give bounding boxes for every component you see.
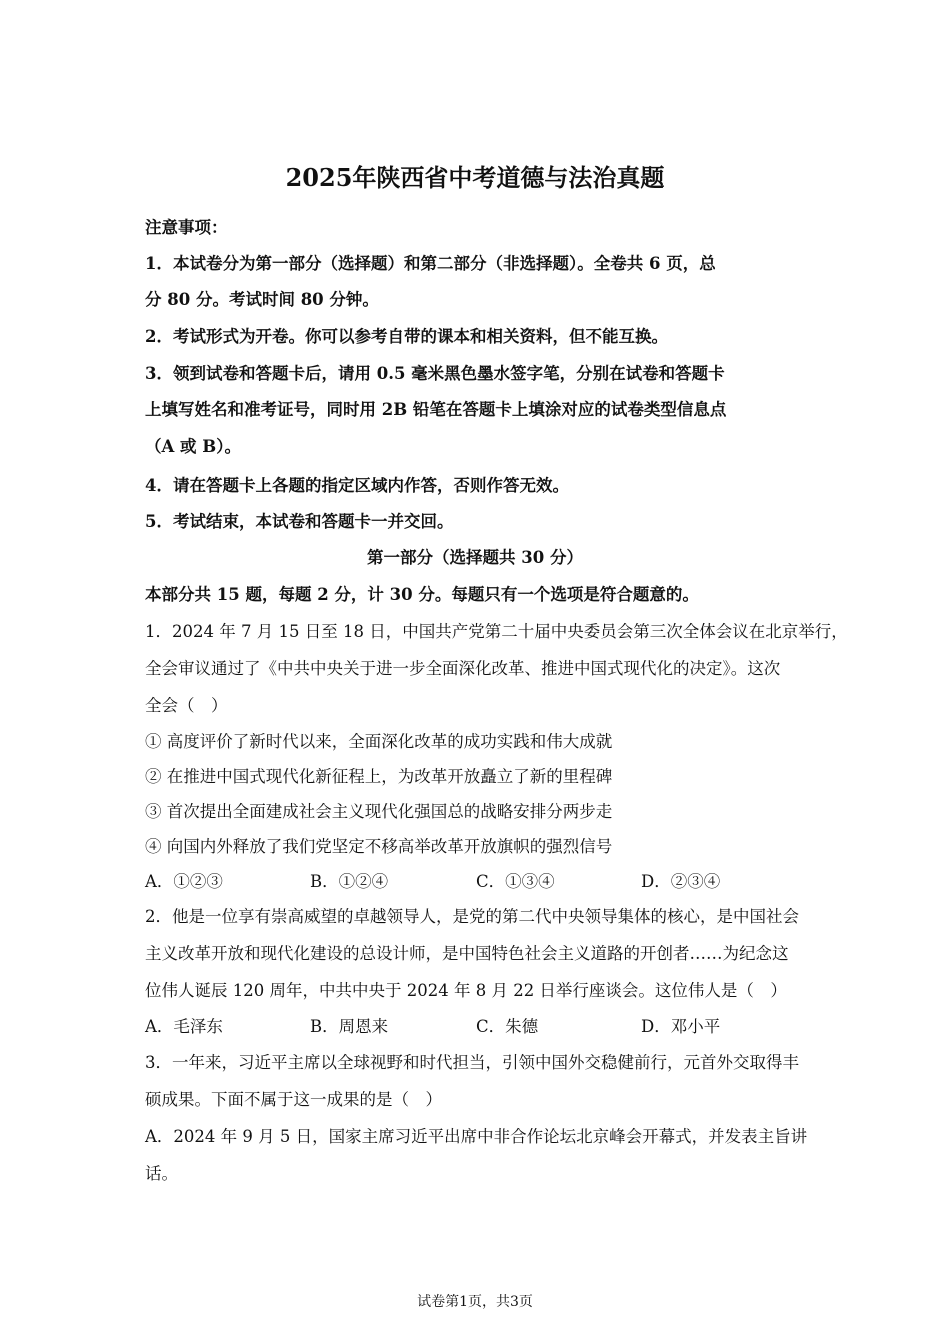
question-3-stem: 硕成果。下面不属于这一成果的是（ ） [145,1090,442,1109]
notice-line: 5．考试结束，本试卷和答题卡一并交回。 [145,512,454,531]
question-1-statement: ② 在推进中国式现代化新征程上，为改革开放矗立了新的里程碑 [145,767,613,786]
section-instruction: 本部分共 15 题，每题 2 分，计 30 分。每题只有一个选项是符合题意的。 [145,585,699,604]
question-1-stem: 全会（ ） [145,696,228,715]
notice-heading: 注意事项： [145,218,228,237]
question-3-option-a: 话。 [145,1164,178,1183]
option-d: D．②③④ [641,872,721,891]
question-2-stem: 位伟人诞辰 120 周年，中共中央于 2024 年 8 月 22 日举行座谈会。这位伟人是（ ） [145,981,787,1000]
notice-line: 1．本试卷分为第一部分（选择题）和第二部分（非选择题）。全卷共 6 页，总 [145,254,716,273]
option-b: B．①②④ [310,872,389,891]
option-c: C．朱德 [476,1017,539,1036]
option-c: C．①③④ [476,872,555,891]
option-a: A．毛泽东 [145,1017,223,1036]
question-1-statement: ① 高度评价了新时代以来，全面深化改革的成功实践和伟大成就 [145,732,613,751]
question-1-statement: ④ 向国内外释放了我们党坚定不移高举改革开放旗帜的强烈信号 [145,837,613,856]
question-2-stem: 主义改革开放和现代化建设的总设计师，是中国特色社会主义道路的开创者……为纪念这 [145,944,789,963]
option-d: D．邓小平 [641,1017,721,1036]
question-1-stem: 全会审议通过了《中共中央关于进一步全面深化改革、推进中国式现代化的决定》。这次 [145,659,781,678]
question-1-stem: 1．2024 年 7 月 15 日至 18 日，中国共产党第二十届中央委员会第三次全体会议在北京举行， [145,622,848,641]
page-footer: 试卷第1页，共3页 [417,1294,533,1310]
question-3-stem: 3．一年来，习近平主席以全球视野和时代担当，引领中国外交稳健前行，元首外交取得丰 [145,1053,799,1072]
section-heading: 第一部分（选择题共 30 分） [367,548,583,567]
notice-line: 分 80 分。考试时间 80 分钟。 [145,290,379,309]
question-2-stem: 2．他是一位享有崇高威望的卓越领导人，是党的第二代中央领导集体的核心，是中国社会 [145,907,799,926]
notice-line: 3．领到试卷和答题卡后，请用 0.5 毫米黑色墨水签字笔，分别在试卷和答题卡 [145,364,725,383]
notice-line: 4．请在答题卡上各题的指定区域内作答，否则作答无效。 [145,476,569,495]
notice-line: 上填写姓名和准考证号，同时用 2B 铅笔在答题卡上填涂对应的试卷类型信息点 [145,400,727,419]
notice-line: （A 或 B）。 [145,437,241,456]
notice-line: 2．考试形式为开卷。你可以参考自带的课本和相关资料，但不能互换。 [145,327,668,346]
option-a: A．①②③ [145,872,223,891]
option-b: B．周恩来 [310,1017,389,1036]
question-1-statement: ③ 首次提出全面建成社会主义现代化强国总的战略安排分两步走 [145,802,613,821]
page-title: 2025年陕西省中考道德与法治真题 [285,163,665,192]
question-3-option-a: A．2024 年 9 月 5 日，国家主席习近平出席中非合作论坛北京峰会开幕式，并发表主旨讲 [145,1127,808,1146]
